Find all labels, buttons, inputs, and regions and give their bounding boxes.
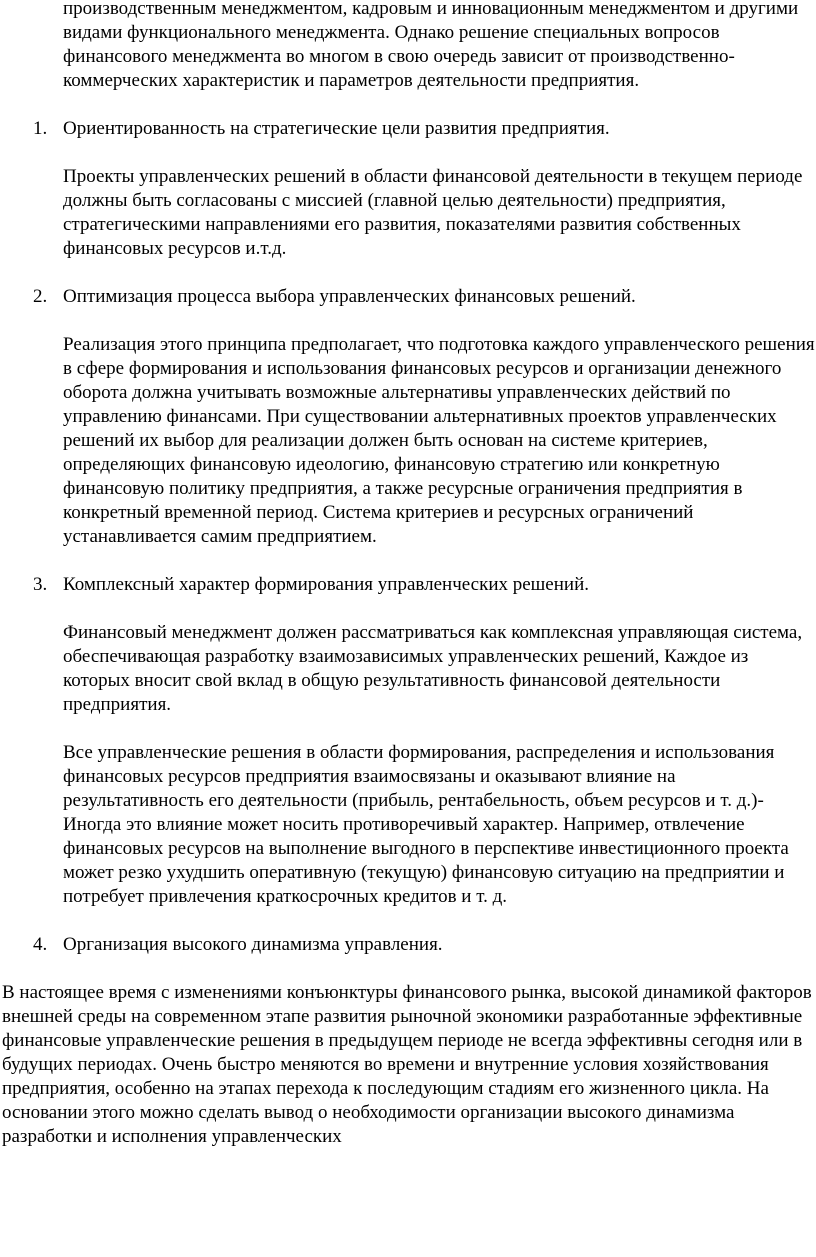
list-item-2-paragraph: Реализация этого принципа предполагает, что подготовка каждого управленческого решения в сфере формирования и использования финансовых ресурсов и организации денежного оборота должна учитывать возможные альтернативы управленческих действий по управлению финансами. При существовании альтернативных проектов управленческих решений их выбор для реализации должен быть основан на системе критериев, определяющих финансовую идеологию, финансовую стратегию или конкретную финансовую политику предприятия, а также ресурсные ограничения предприятия в конкретный временной период. Система критериев и ресурсных ограничений устанавливается самим предприятием. xyxy=(63,334,815,547)
list-item-4-number: 4. xyxy=(33,934,48,955)
list-item-3-paragraph-2: Все управленческие решения в области формирования, распределения и использования финансовых ресурсов предприятия взаимосвязаны и оказывают влияние на результативность его деятельности (прибыль, рентабельность, объем ресурсов и т. д.)- Иногда это влияние может носить противоречивый характер. Например, отвлечение финансовых ресурсов на выполнение выгодного в перспективе инвестиционного проекта может резко ухудшить оперативную (текущую) финансовую ситуацию на предприятии и потребует привлечения краткосрочных кредитов и т. д. xyxy=(63,742,789,907)
list-item-3-number: 3. xyxy=(33,574,48,595)
list-item-4-title xyxy=(0,933,816,957)
list-item-3-title-text: Комплексный характер формирования управленческих решений. xyxy=(63,574,589,595)
list-item-1-paragraph: Проекты управленческих решений в области финансовой деятельности в текущем периоде должны быть согласованы с миссией (главной целью деятельности) предприятия, стратегическими направлениями его развития, показателями развития собственных финансовых ресурсов и.т.д. xyxy=(63,166,803,259)
list-item-1-title-text: Ориентированность на стратегические цели развития предприятия. xyxy=(63,118,610,139)
list-item-2-number: 2. xyxy=(33,286,48,307)
intro-paragraph: производственным менеджментом, кадровым и инновационным менеджментом и другими видами функционального менеджмента. Однако решение специальных вопросов финансового менеджмента во многом в свою очередь зависит от производственно-коммерческих характеристик и параметров деятельности предприятия. xyxy=(63,0,799,91)
list-item-1-number: 1. xyxy=(33,118,48,139)
list-item-1-title xyxy=(0,117,816,141)
list-item-3-title xyxy=(0,573,816,597)
list-item-4-title-text: Организация высокого динамизма управления. xyxy=(63,934,443,955)
list-item-2-title xyxy=(0,285,816,309)
list-item-2-title-text: Оптимизация процесса выбора управленческих финансовых решений. xyxy=(63,286,636,307)
closing-paragraph: В настоящее время с изменениями конъюнктуры финансового рынка, высокой динамикой факторов внешней среды на современном этапе развития рыночной экономики разработанные эффективные финансовые управленческие решения в предыдущем периоде не всегда эффективны сегодня или в будущих периодах. Очень быстро меняются во времени и внутренние условия хозяйствования предприятия, особенно на этапах перехода к последующим стадиям его жизненного цикла. На основании этого можно сделать вывод о необходимости организации высокого динамизма разработки и исполнения управленческих xyxy=(2,982,812,1147)
list-item-3-paragraph-1: Финансовый менеджмент должен рассматриваться как комплексная управляющая система, обеспечивающая разработку взаимозависимых управленческих решений, Каждое из которых вносит свой вклад в общую результативность финансовой деятельности предприятия. xyxy=(63,622,803,715)
